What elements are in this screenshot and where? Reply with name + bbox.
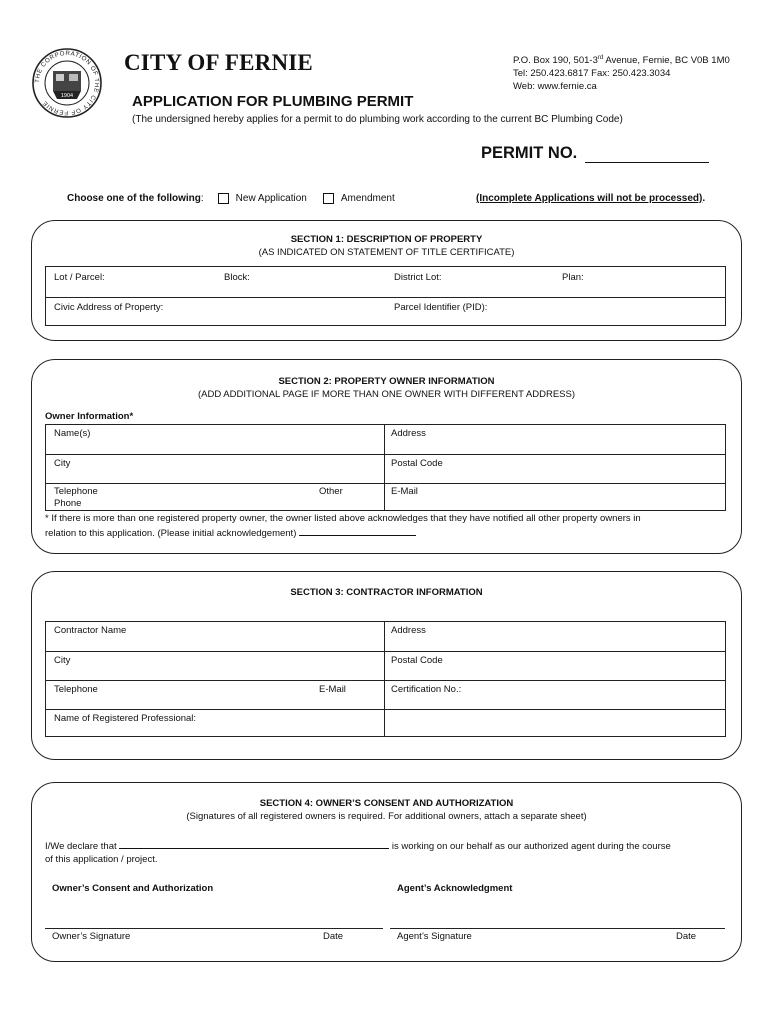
block-field[interactable]: Block: (224, 272, 250, 283)
agent-date-label: Date (676, 931, 697, 942)
web-address: Web: www.fernie.ca (513, 81, 597, 93)
form-title: APPLICATION FOR PLUMBING PERMIT (132, 93, 414, 110)
permit-no-label: PERMIT NO. (481, 144, 578, 162)
owner-footnote-2: relation to this application. (Please initial acknowledgement) (45, 526, 416, 541)
contractor-name-field[interactable]: Contractor Name (54, 625, 127, 636)
seal-year: 1904 (60, 93, 74, 99)
owner-signature-label: Owner’s Signature (52, 931, 131, 942)
plan-field[interactable]: Plan: (562, 272, 584, 283)
agent-signature-label: Agent’s Signature (397, 931, 472, 942)
city-name: CITY OF FERNIE (124, 50, 313, 75)
owner-footnote-1: * If there is more than one registered property owner, the owner listed above acknowledges that they have notified all other property owners in (45, 513, 641, 524)
owner-postal-field[interactable]: Postal Code (391, 458, 443, 469)
section-4-consent (31, 782, 742, 962)
certification-no-field[interactable]: Certification No.: (391, 684, 462, 695)
section-2-title: SECTION 2: PROPERTY OWNER INFORMATION (278, 376, 495, 387)
permit-no-field[interactable] (585, 149, 709, 163)
property-table (45, 266, 726, 326)
section-4-title: SECTION 4: OWNER’S CONSENT AND AUTHORIZATION (259, 798, 514, 809)
amendment-label: Amendment (340, 193, 395, 204)
section-1-title: SECTION 1: DESCRIPTION OF PROPERTY (290, 234, 483, 245)
owner-city-field[interactable]: City (54, 458, 71, 469)
district-lot-field[interactable]: District Lot: (394, 272, 442, 283)
declaration-line-1: I/We declare that is working on our behalf as our authorized agent during the course (45, 841, 671, 852)
city-seal-logo (31, 47, 103, 119)
section-3-contractor (31, 571, 742, 760)
contractor-table (45, 621, 726, 737)
authorized-agent-field[interactable] (119, 839, 389, 849)
owner-date-label: Date (323, 931, 344, 942)
section-4-subtitle: (Signatures of all registered owners is required. For additional owners, attach a separate sheet) (186, 811, 587, 822)
contact-block (513, 52, 730, 93)
initial-acknowledgement-field[interactable] (299, 526, 416, 536)
declaration-line-2: of this application / project. (45, 854, 158, 865)
owner-address-field[interactable]: Address (391, 428, 426, 439)
registered-professional-field[interactable]: Name of Registered Professional: (54, 713, 197, 724)
contractor-postal-field[interactable]: Postal Code (391, 655, 443, 666)
section-3-title: SECTION 3: CONTRACTOR INFORMATION (290, 587, 483, 598)
contractor-email-field[interactable]: E-Mail (319, 684, 346, 695)
lot-parcel-field[interactable]: Lot / Parcel: (54, 272, 105, 283)
property-row-2 (46, 297, 725, 326)
new-application-label: New Application (235, 193, 307, 204)
new-application-checkbox[interactable] (218, 193, 229, 204)
choose-label: Choose one of the following (67, 193, 201, 204)
mailing-address: P.O. Box 190, 501-3rd Avenue, Fernie, BC V0B 1M0 (513, 55, 730, 67)
property-row-1 (46, 267, 725, 297)
pid-field[interactable]: Parcel Identifier (PID): (394, 302, 488, 313)
application-type: Choose one of the following : New Application Amendment (67, 193, 395, 204)
seal-text: THE CORPORATION OF THE CITY OF FERNIE (33, 49, 101, 117)
owner-info-label: Owner Information* (45, 411, 134, 422)
owner-consent-label: Owner’s Consent and Authorization (52, 883, 214, 894)
form-subtitle: (The undersigned hereby applies for a permit to do plumbing work according to the current BC Plumbing Code) (132, 114, 623, 125)
owner-signature-line[interactable] (45, 928, 383, 929)
civic-address-field[interactable]: Civic Address of Property: (54, 302, 164, 313)
agent-signature-line[interactable] (390, 928, 725, 929)
owner-email-field[interactable]: E-Mail (391, 486, 418, 497)
owner-table (45, 424, 726, 511)
contractor-address-field[interactable]: Address (391, 625, 426, 636)
contractor-city-field[interactable]: City (54, 655, 71, 666)
section-2-owner (31, 359, 742, 554)
owner-name-field[interactable]: Name(s) (54, 428, 91, 439)
owner-telephone-field[interactable]: Telephone Phone (54, 486, 98, 509)
permit-number (481, 144, 709, 163)
phone-fax: Tel: 250.423.6817 Fax: 250.423.3034 (513, 68, 671, 80)
agent-ack-label: Agent’s Acknowledgment (397, 883, 513, 894)
section-1-subtitle: (AS INDICATED ON STATEMENT OF TITLE CERTIFICATE) (258, 247, 515, 258)
section-1-property (31, 220, 742, 341)
amendment-checkbox[interactable] (323, 193, 334, 204)
incomplete-note: (Incomplete Applications will not be processed). (476, 193, 706, 204)
contractor-telephone-field[interactable]: Telephone (54, 684, 98, 695)
owner-other-phone-field[interactable]: Other (319, 486, 343, 497)
section-2-subtitle: (ADD ADDITIONAL PAGE IF MORE THAN ONE OWNER WITH DIFFERENT ADDRESS) (197, 389, 576, 400)
